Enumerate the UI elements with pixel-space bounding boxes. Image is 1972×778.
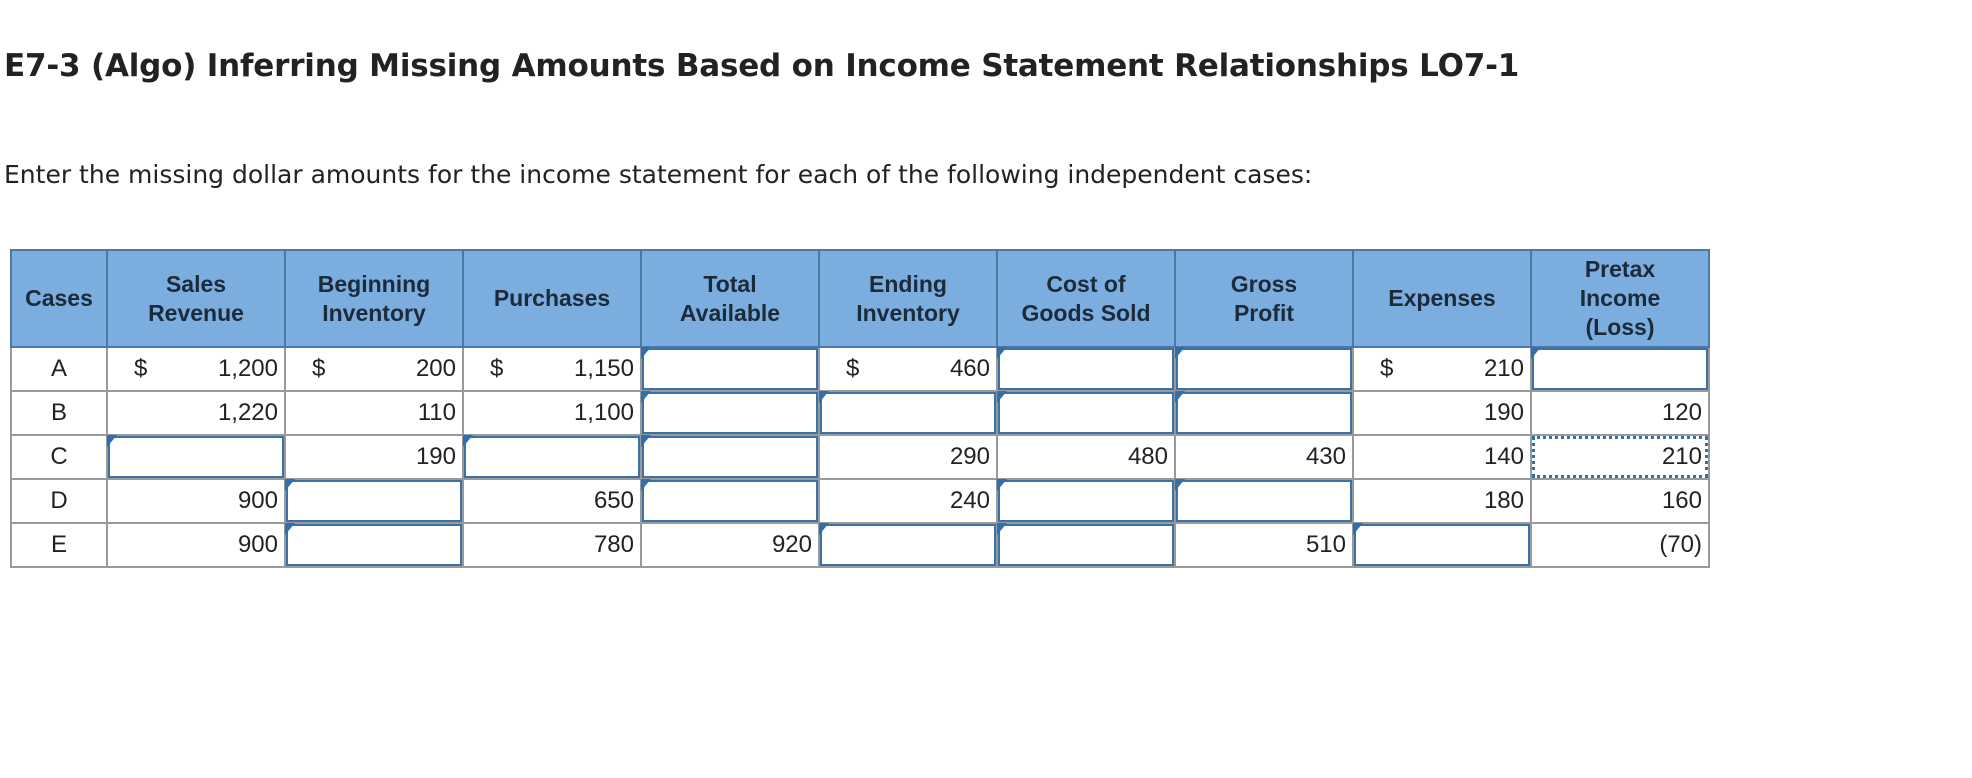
total-available-cell [641,391,819,435]
column-header-ending-inventory [819,250,997,347]
cell-value: 240 [949,487,990,514]
cell-content [108,524,284,566]
cost-of-goods-sold-input[interactable] [998,524,1174,566]
header-line: Goods Sold [1021,299,1151,326]
cell-content [998,436,1174,478]
beginning-inventory-value-cell [285,347,463,391]
ending-inventory-value-cell [819,435,997,479]
total-available-input[interactable] [642,392,818,434]
gross-profit-input[interactable] [1176,392,1352,434]
gross-profit-input[interactable] [1176,480,1352,522]
column-header-sales-revenue [107,250,285,347]
header-line: Sales [165,270,227,297]
cell-content [464,480,640,522]
cell-content [108,392,284,434]
header-line: Ending [869,270,947,297]
header-line: (Loss) [1585,314,1655,340]
cell-value: 210 [1483,355,1524,382]
cell-value: 920 [771,531,812,558]
page-title: E7-3 (Algo) Inferring Missing Amounts Based on Income Statement Relationships LO7-1 [4,48,1520,84]
ending-inventory-cell [819,523,997,567]
header-line: Profit [1233,299,1295,326]
expenses-input[interactable] [1354,524,1530,566]
cell-content [1532,436,1708,478]
cell-value: 140 [1483,443,1524,470]
purchases-value-cell [463,347,641,391]
cell-content [820,436,996,478]
total-available-cell [641,347,819,391]
cell-content [1354,436,1530,478]
cost-of-goods-sold-input[interactable] [998,480,1174,522]
cell-content [820,348,996,390]
column-header-cases [11,250,107,347]
case-label: E [11,523,107,567]
cell-content [286,348,462,390]
total-available-cell [641,479,819,523]
cell-content [1532,480,1708,522]
cell-content [286,436,462,478]
sales-revenue-value-cell [107,479,285,523]
instructions-text: Enter the missing dollar amounts for the income statement for each of the following independent cases: [4,160,1313,189]
cell-content [464,348,640,390]
gross-profit-value-cell [1175,523,1353,567]
header-line: Expenses [1388,285,1496,311]
beginning-inventory-input[interactable] [286,480,462,522]
purchases-value-cell [463,479,641,523]
cost-of-goods-sold-cell [997,523,1175,567]
cell-value: 290 [949,443,990,470]
header-row [11,250,1709,347]
expenses-value-cell [1353,479,1531,523]
column-header-gross-profit [1175,250,1353,347]
header-line: Revenue [148,299,244,326]
case-label: C [11,435,107,479]
cost-of-goods-sold-input[interactable] [998,392,1174,434]
cell-content [1176,524,1352,566]
header-line: Gross [1230,270,1298,297]
header-line: Cases [25,285,93,311]
cell-value: 1,200 [217,355,278,382]
table-row-case-d [11,479,1709,523]
purchases-cell [463,435,641,479]
cell-value: 110 [417,399,456,426]
pretax-income-loss-value-cell [1531,523,1709,567]
purchases-value-cell [463,523,641,567]
cost-of-goods-sold-cell [997,391,1175,435]
cell-content [642,524,818,566]
ending-inventory-value-cell [819,347,997,391]
case-label: A [11,347,107,391]
table-row-case-a [11,347,1709,391]
cell-value: 120 [1661,399,1702,426]
total-available-cell [641,435,819,479]
gross-profit-cell [1175,391,1353,435]
cell-content [464,392,640,434]
cell-content [464,524,640,566]
cell-value: 430 [1305,443,1346,470]
expenses-cell [1353,523,1531,567]
dollar-sign: $ [312,355,326,382]
gross-profit-value-cell [1175,435,1353,479]
header-line: Income [1579,285,1661,311]
expenses-value-cell [1353,347,1531,391]
cost-of-goods-sold-cell [997,347,1175,391]
ending-inventory-value-cell [819,479,997,523]
purchases-value-cell [463,391,641,435]
table-row-case-e [11,523,1709,567]
total-available-input[interactable] [642,436,818,478]
pretax-income-loss-value-cell [1531,391,1709,435]
expenses-value-cell [1353,391,1531,435]
cell-content [1354,480,1530,522]
cell-content [108,348,284,390]
pretax-income-loss-value-cell [1531,479,1709,523]
purchases-input[interactable] [464,436,640,478]
pretax-income-loss-value-cell[interactable] [1531,435,1709,479]
cell-value: 650 [593,487,634,514]
cell-value: 510 [1305,531,1346,558]
cell-value: 900 [237,487,278,514]
dollar-sign: $ [846,355,860,382]
ending-inventory-input[interactable] [820,524,996,566]
gross-profit-input[interactable] [1176,348,1352,390]
cell-value: 780 [593,531,634,558]
gross-profit-cell [1175,479,1353,523]
cell-content [1354,348,1530,390]
column-header-total-available [641,250,819,347]
sales-revenue-cell [107,435,285,479]
cell-content [1176,436,1352,478]
column-header-purchases [463,250,641,347]
beginning-inventory-value-cell [285,391,463,435]
total-available-value-cell [641,523,819,567]
header-line: Total [703,270,757,297]
header-line: Available [679,299,781,326]
ending-inventory-input[interactable] [820,392,996,434]
income-statement-table [10,249,1710,568]
cell-value: 480 [1127,443,1168,470]
case-label: B [11,391,107,435]
column-header-beginning-inventory [285,250,463,347]
total-available-input[interactable] [642,348,818,390]
table-body [11,347,1709,567]
dollar-sign: $ [1380,355,1394,382]
header-line: Purchases [493,285,611,311]
cell-value: 1,150 [573,355,634,382]
cell-value: 210 [1661,443,1702,470]
dollar-sign: $ [490,355,504,382]
cell-value: 190 [415,443,456,470]
cell-content [108,480,284,522]
cell-value: 1,220 [217,399,278,426]
table-row-case-b [11,391,1709,435]
cell-content [1532,392,1708,434]
header-line: Inventory [322,299,426,326]
header-line: Inventory [856,299,960,326]
cost-of-goods-sold-value-cell [997,435,1175,479]
gross-profit-cell [1175,347,1353,391]
header-line: Cost of [1046,270,1126,297]
cell-value: 190 [1483,399,1524,426]
table-row-case-c [11,435,1709,479]
dollar-sign: $ [134,355,148,382]
cell-value: 180 [1483,487,1524,514]
cell-content [1532,524,1708,566]
cell-content [1354,392,1530,434]
case-label: D [11,479,107,523]
beginning-inventory-cell [285,479,463,523]
cell-value: (70) [1659,531,1702,558]
beginning-inventory-value-cell [285,435,463,479]
column-header-cost-of-goods-sold [997,250,1175,347]
pretax-income-loss-cell [1531,347,1709,391]
sales-revenue-value-cell [107,347,285,391]
sales-revenue-value-cell [107,391,285,435]
column-header-pretax-income-loss [1531,250,1709,347]
beginning-inventory-input[interactable] [286,524,462,566]
cell-value: 1,100 [573,399,634,426]
sales-revenue-value-cell [107,523,285,567]
sales-revenue-input[interactable] [108,436,284,478]
cell-value: 200 [415,355,456,382]
cost-of-goods-sold-cell [997,479,1175,523]
header-line: Pretax [1584,256,1656,282]
header-line: Beginning [317,270,431,297]
cell-value: 460 [949,355,990,382]
cost-of-goods-sold-input[interactable] [998,348,1174,390]
column-header-expenses [1353,250,1531,347]
cell-content [820,480,996,522]
beginning-inventory-cell [285,523,463,567]
ending-inventory-cell [819,391,997,435]
pretax-income-loss-input[interactable] [1532,348,1708,390]
expenses-value-cell [1353,435,1531,479]
cell-value: 160 [1661,487,1702,514]
cell-value: 900 [237,531,278,558]
cell-content [286,392,462,434]
total-available-input[interactable] [642,480,818,522]
